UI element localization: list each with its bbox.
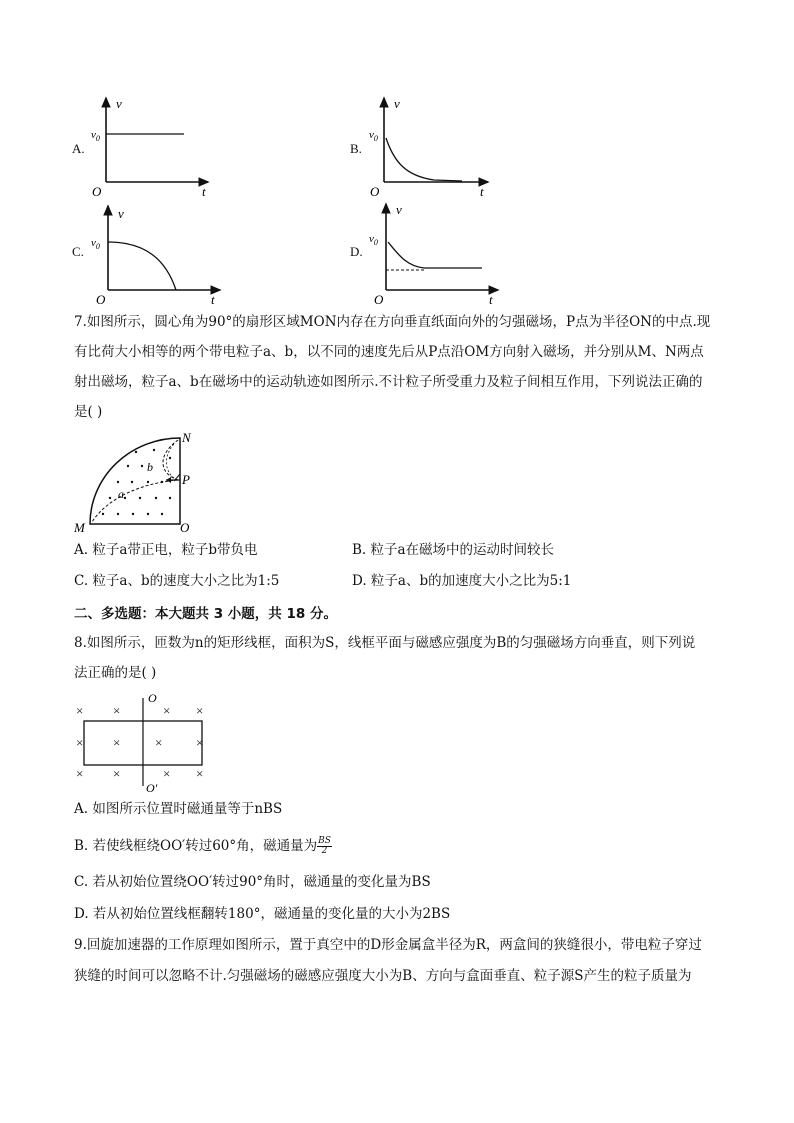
svg-text:O: O [374,292,384,306]
q8-line-2: 法正确的是( ) [74,665,157,681]
q7-option-a: A. 粒子a带正电，粒子b带负电 [74,542,258,558]
q8-option-c: C. 若从初始位置绕OO′转过90°角时，磁通量的变化量为BS [74,874,431,890]
svg-text:×: × [155,735,163,750]
svg-text:×: × [76,766,84,781]
q7-option-d: D. 粒子a、b的加速度大小之比为5:1 [352,573,572,589]
q7-option-c: C. 粒子a、b的速度大小之比为1:5 [74,573,280,589]
svg-text:a: a [118,487,124,501]
graph-d [364,198,504,306]
option-c-label: C. [72,244,84,259]
svg-text:×: × [196,735,204,750]
graph-d-curve [388,242,482,268]
graph-a-t-label: t [202,184,206,199]
q7-line-4: 是( ) [74,404,103,420]
option-d-label: D. [350,244,363,259]
graph-a-origin: O [92,184,102,199]
svg-text:×: × [76,735,84,750]
graph-c-curve [108,242,176,290]
svg-text:v: v [394,96,400,111]
svg-text:O: O [148,691,157,705]
svg-text:×: × [163,766,171,781]
svg-text:M: M [74,520,85,535]
graph-b [364,92,494,200]
q7-line-3: 射出磁场，粒子a、b在磁场中的运动轨迹如图所示.不计粒子所受重力及粒子间相互作用，下列说法正确的 [74,374,703,390]
option-b-label: B. [350,141,362,156]
svg-text:v: v [396,202,402,217]
svg-text:P: P [182,472,190,487]
svg-text:×: × [113,735,121,750]
section-title-multi-choice: 二、多选题：本大题共 3 小题，共 18 分。 [74,606,337,622]
graph-a [86,92,216,200]
q9-line-1: 9.回旋加速器的工作原理如图所示，置于真空中的D形金属盒半径为R，两盒间的狭缝很小，带电粒子穿过 [74,937,702,953]
svg-text:×: × [113,766,121,781]
q7-sector-figure [70,428,200,536]
svg-text:v0: $v_0$ [369,129,378,143]
svg-text:v: v [118,206,124,221]
q7-line-1: 7.如图所示，圆心角为90°的扇形区域MON内存在方向垂直纸面向外的匀强磁场，P点为半径ON的中点.现 [74,314,711,330]
svg-text:t: t [480,184,484,199]
q7-line-2: 有比荷大小相等的两个带电粒子a、b，以不同的速度先后从P点沿OM方向射入磁场，并分别从M、N两点 [74,344,704,360]
svg-text:t: t [211,292,215,306]
q8-option-a: A. 如图所示位置时磁通量等于nBS [74,801,283,817]
field-crosses [76,703,203,781]
q8-line-1: 8.如图所示，匝数为n的矩形线框，面积为S，线框平面与磁感应强度为B的匀强磁场方向垂直，则下列说 [74,635,696,651]
svg-text:O′: O′ [146,781,158,794]
graph-a-v-label: v [116,96,122,111]
svg-text:×: × [163,703,171,718]
q8-coil-figure [70,688,220,794]
option-a-label: A. [72,141,85,156]
svg-text:×: × [113,703,121,718]
svg-text:v0: $v_0$ [91,237,100,251]
trajectory-a [92,480,178,522]
q8-option-b: B. 若使线框绕OO′转过60°角，磁通量为 $\frac{BS}{2}$ [74,836,331,856]
svg-text:v0: $v_0$ [369,233,378,247]
q7-option-b: B. 粒子a在磁场中的运动时间较长 [352,542,555,558]
svg-text:O: O [370,184,380,199]
svg-text:O: O [96,292,106,306]
svg-text:v0: $v_0$ [91,129,100,143]
svg-text:×: × [196,703,204,718]
svg-text:×: × [76,703,84,718]
svg-text:×: × [196,766,204,781]
svg-text:t: t [489,292,493,306]
graph-b-curve [386,138,462,181]
svg-text:O: O [180,520,190,535]
svg-text:N: N [182,430,191,445]
svg-text:b: b [147,460,153,474]
graph-c [86,200,226,306]
q9-line-2: 狭缝的时间可以忽略不计.匀强磁场的磁感应强度大小为B、方向与盒面垂直、粒子源S产生的粒子质量为 [74,968,692,984]
q8-option-d: D. 若从初始位置线框翻转180°，磁通量的变化量的大小为2BS [74,906,451,922]
